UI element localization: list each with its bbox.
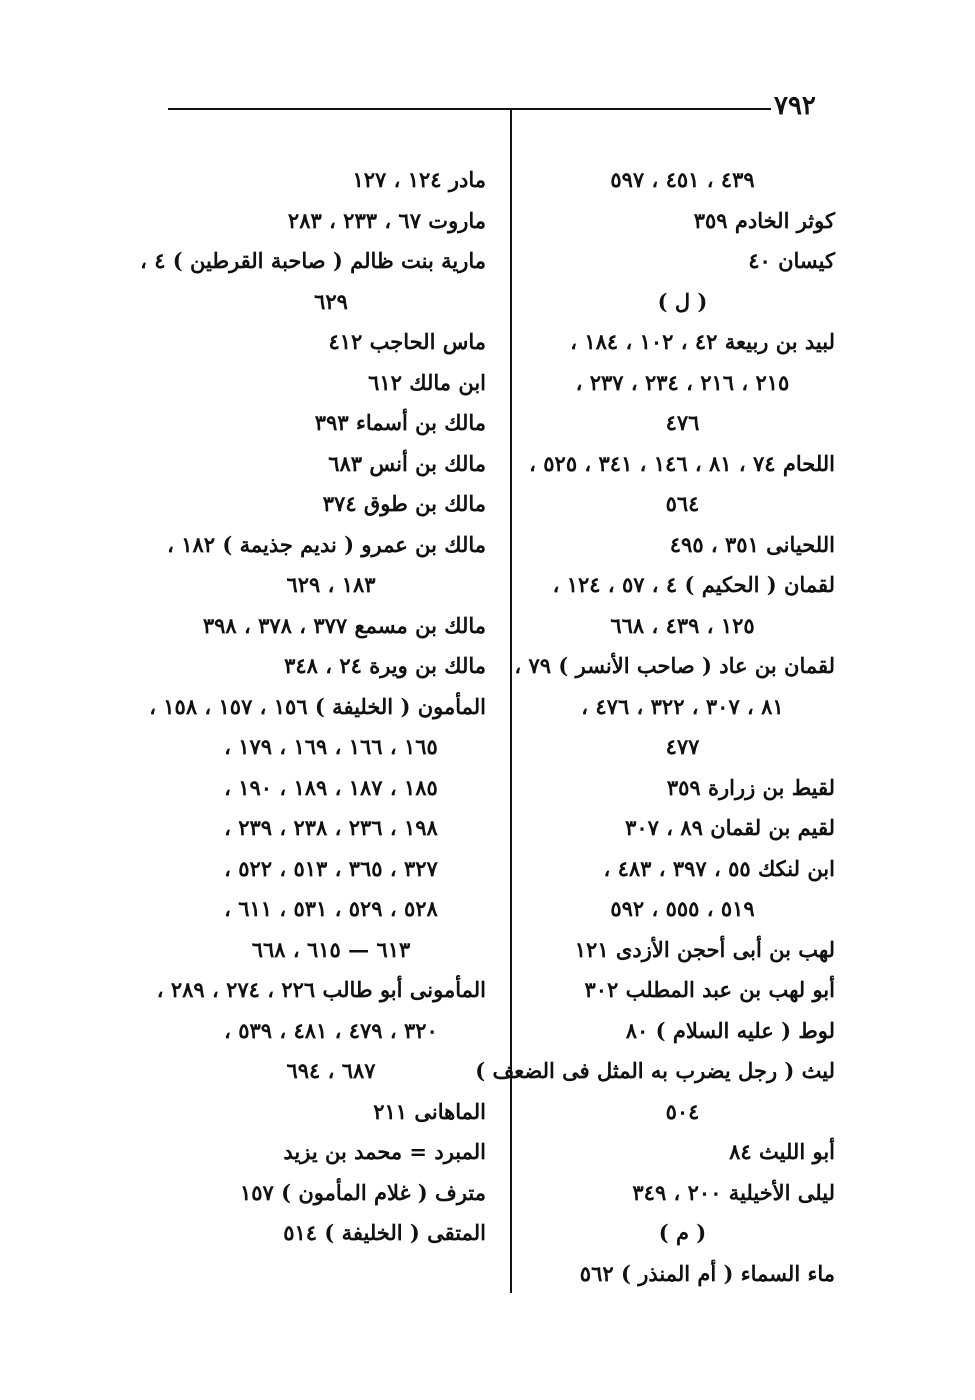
index-entry-continuation: ٨١ ، ٣٠٧ ، ٣٢٢ ، ٤٧٦ ،: [581, 693, 784, 719]
index-entry-continuation: ١٢٥ ، ٤٣٩ ، ٦٦٨: [610, 612, 755, 638]
index-entry: مالك بن عمرو ( نديم جذيمة ) ١٨٢ ،: [167, 531, 486, 557]
index-entry-continuation: ٣٢٠ ، ٤٧٩ ، ٤٨١ ، ٥٣٩ ،: [224, 1017, 438, 1043]
index-entry: المبرد = محمد بن يزيد: [283, 1139, 486, 1164]
index-entry-continuation: ٣٢٧ ، ٣٦٥ ، ٥١٣ ، ٥٢٢ ،: [224, 855, 438, 881]
index-entry: مارية بنت ظالم ( صاحبة القرطين ) ٤ ،: [140, 248, 486, 273]
index-entry: المأمونى أبو طالب ٢٢٦ ، ٢٧٤ ، ٢٨٩ ،: [156, 977, 486, 1002]
index-entry: مالك بن أنس ٦٨٣: [328, 450, 486, 476]
index-entry-continuation: ٦٨٧ ، ٦٩٤: [286, 1058, 376, 1083]
index-entry: لقمان ( الحكيم ) ٤ ، ٥٧ ، ١٢٤ ،: [552, 572, 835, 597]
index-entry-continuation: ٥٢٨ ، ٥٢٩ ، ٥٣١ ، ٦١١ ،: [224, 896, 438, 921]
index-entry: مالك بن أسماء ٣٩٣: [314, 410, 486, 435]
index-entry: اللحام ٧٤ ، ٨١ ، ١٤٦ ، ٣٤١ ، ٥٢٥ ،: [529, 450, 835, 476]
index-entry: لبيد بن ربيعة ٤٢ ، ١٠٢ ، ١٨٤ ،: [570, 329, 835, 354]
index-entry: أبو الليث ٨٤: [729, 1139, 835, 1164]
index-entry: ابن مالك ٦١٢: [368, 369, 486, 395]
index-entry: كيسان ٤٠: [748, 248, 835, 273]
index-column-left: [140, 160, 486, 1254]
index-entry: أبو لهب بن عبد المطلب ٣٠٢: [584, 977, 835, 1002]
index-column-right: [475, 160, 835, 1294]
index-entry: مالك بن ويرة ٢٤ ، ٣٤٨: [284, 653, 486, 678]
section-letter-heading: ( م ): [658, 1220, 707, 1245]
index-entry-continuation: ٢١٥ ، ٢١٦ ، ٢٣٤ ، ٢٣٧ ،: [575, 369, 790, 395]
index-entry-continuation: ١٨٣ ، ٦٢٩: [286, 572, 376, 597]
header-rule: [168, 108, 771, 110]
index-entry: لهب بن أبى أحجن الأزدى ١٢١: [574, 936, 835, 962]
index-entry: لقيم بن لقمان ٨٩ ، ٣٠٧: [625, 815, 835, 840]
index-entry-continuation: ١٩٨ ، ٢٣٦ ، ٢٣٨ ، ٢٣٩ ،: [224, 815, 438, 840]
index-entry: المأمون ( الخليفة ) ١٥٦ ، ١٥٧ ، ١٥٨ ،: [149, 693, 486, 719]
section-letter-heading: ( ل ): [657, 288, 708, 314]
index-entry-continuation: ٤٧٧: [665, 734, 700, 759]
index-entry-continuation: ٥١٩ ، ٥٥٥ ، ٥٩٢: [610, 896, 755, 921]
index-entry-continuation: ٥٠٤: [665, 1098, 700, 1124]
index-entry: ماس الحاجب ٤١٢: [328, 329, 486, 354]
index-entry: لقمان بن عاد ( صاحب الأنسر ) ٧٩ ،: [514, 653, 835, 678]
index-entry-continuation: ٤٧٦: [665, 410, 700, 435]
index-entry: مالك بن طوق ٣٧٤: [322, 491, 486, 516]
index-entry: ليث ( رجل يضرب به المثل فى الضعف ): [475, 1058, 835, 1083]
index-entry: لوط ( عليه السلام ) ٨٠: [625, 1017, 835, 1043]
index-entry: ماء السماء ( أم المنذر ) ٥٦٢: [579, 1260, 835, 1286]
index-entry: ابن لنكك ٥٥ ، ٣٩٧ ، ٤٨٣ ،: [603, 855, 835, 881]
index-entry: المتقى ( الخليفة ) ٥١٤: [283, 1220, 486, 1245]
index-entry: اللحيانى ٣٥١ ، ٤٩٥: [669, 531, 835, 557]
index-entry: مادر ١٢٤ ، ١٢٧: [352, 167, 486, 192]
column-divider: [510, 108, 512, 1293]
index-entry-continuation: ٥٦٤: [665, 491, 700, 516]
index-entry: ماروت ٦٧ ، ٢٣٣ ، ٢٨٣: [287, 207, 486, 233]
index-entry-continuation: ١٨٥ ، ١٨٧ ، ١٨٩ ، ١٩٠ ،: [224, 774, 438, 800]
index-entry: مترف ( غلام المأمون ) ١٥٧: [239, 1179, 486, 1205]
index-entry-continuation: ٦٢٩: [314, 288, 348, 314]
page-number: ٧٩٢: [774, 91, 816, 121]
index-entry: الماهانى ٢١١: [373, 1098, 486, 1124]
index-entry-continuation: ٤٣٩ ، ٤٥١ ، ٥٩٧: [610, 167, 755, 192]
index-entry-continuation: ٦١٣ — ٦١٥ ، ٦٦٨: [251, 936, 411, 962]
index-entry: مالك بن مسمع ٣٧٧ ، ٣٧٨ ، ٣٩٨: [202, 612, 486, 638]
index-entry: ليلى الأخيلية ٢٠٠ ، ٣٤٩: [632, 1179, 835, 1205]
index-entry: كوثر الخادم ٣٥٩: [693, 207, 835, 233]
index-entry-continuation: ١٦٥ ، ١٦٦ ، ١٦٩ ، ١٧٩ ،: [224, 734, 438, 759]
index-entry: لقيط بن زرارة ٣٥٩: [666, 774, 835, 800]
